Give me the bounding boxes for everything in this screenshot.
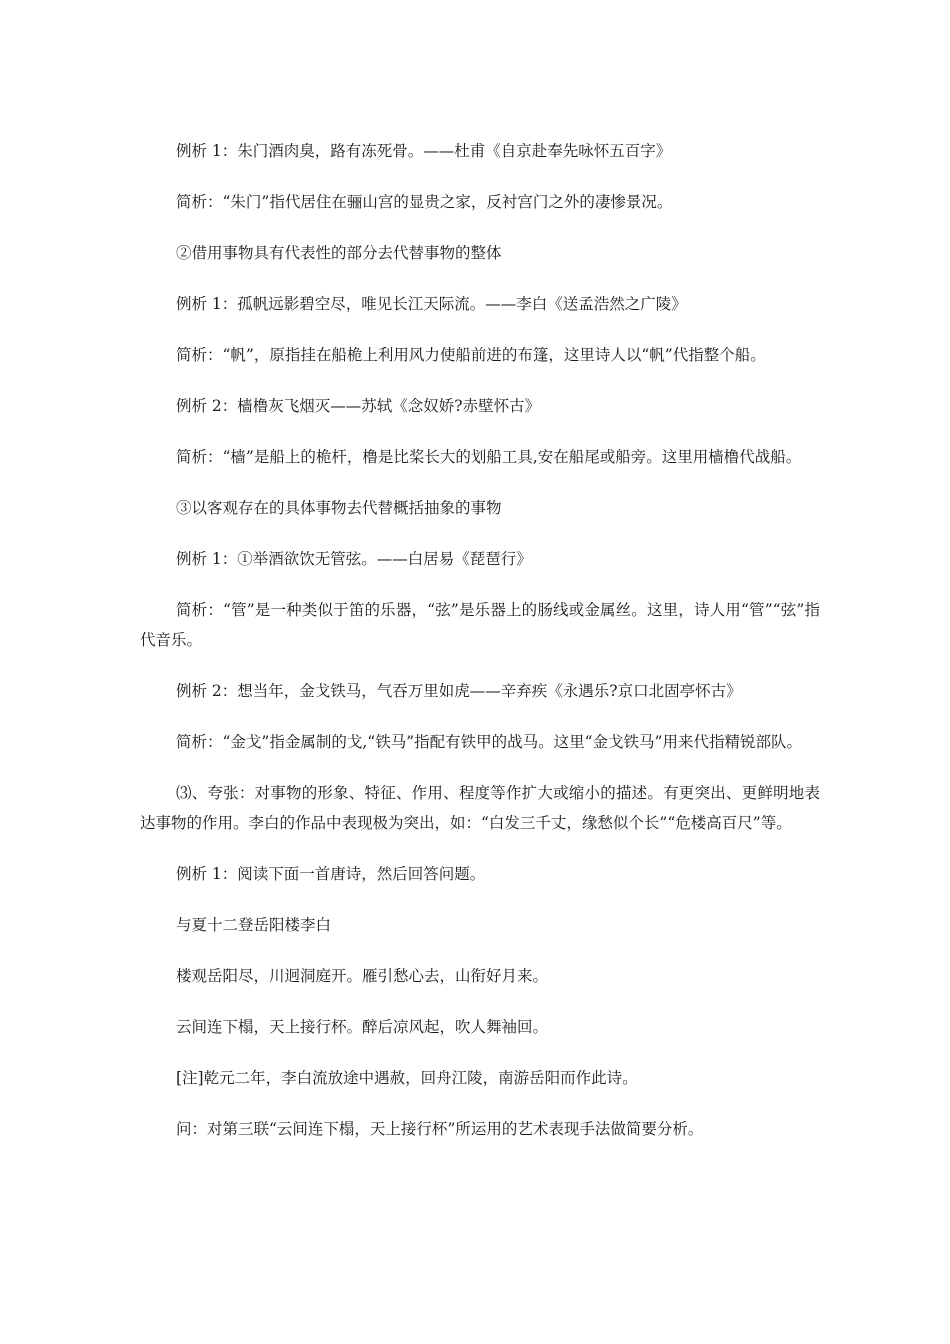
- analysis-jinge: 简析：“金戈”指金属制的戈,“铁马”指配有铁甲的战马。这里“金戈铁马”用来代指精锐部队。: [176, 733, 802, 751]
- example-qianglu: 例析 2：樯橹灰飞烟灭——苏轼《念奴娇?赤壁怀古》: [176, 397, 541, 415]
- poem-title: 与夏十二登岳阳楼李白: [176, 916, 332, 934]
- analysis-qianglu: 简析：“樯”是船上的桅杆，橹是比桨长大的划船工具,安在船尾或船旁。这里用樯橹代战船。: [176, 448, 802, 466]
- heading-concrete-for-abstract: ③以客观存在的具体事物去代替概括抽象的事物: [176, 499, 502, 517]
- analysis-zhumen: 简析：“朱门”指代居住在骊山宫的显贵之家，反衬宫门之外的凄惨景况。: [176, 193, 673, 211]
- poem-note: [注]乾元二年，李白流放途中遇赦，回舟江陵，南游岳阳而作此诗。: [176, 1069, 638, 1087]
- example-gufan: 例析 1：孤帆远影碧空尽，唯见长江天际流。——李白《送孟浩然之广陵》: [176, 295, 687, 313]
- example-read-poem: 例析 1：阅读下面一首唐诗，然后回答问题。: [176, 865, 486, 883]
- section-hyperbole: ⑶、夸张：对事物的形象、特征、作用、程度等作扩大或缩小的描述。有更突出、更鲜明地表达事物的作用。李白的作品中表现极为突出，如：“白发三千丈，缘愁似个长”“危楼高百尺”等。: [140, 784, 820, 832]
- poem-line-1: 楼观岳阳尽，川迥洞庭开。雁引愁心去，山衔好月来。: [176, 967, 549, 985]
- example-guanxian: 例析 1：①举酒欲饮无管弦。——白居易《琵琶行》: [176, 550, 532, 568]
- question: 问：对第三联“云间连下榻，天上接行杯”所运用的艺术表现手法做简要分析。: [176, 1120, 704, 1138]
- document-body: [140, 136, 820, 1165]
- heading-part-for-whole: ②借用事物具有代表性的部分去代替事物的整体: [176, 244, 502, 262]
- example-zhumen: 例析 1：朱门酒肉臭，路有冻死骨。——杜甫《自京赴奉先咏怀五百字》: [176, 142, 672, 160]
- example-jinge: 例析 2：想当年，金戈铁马，气吞万里如虎——辛弃疾《永遇乐?京口北固亭怀古》: [176, 682, 742, 700]
- analysis-guanxian: 简析：“管”是一种类似于笛的乐器，“弦”是乐器上的肠线或金属丝。这里，诗人用“管”“弦”指代音乐。: [140, 601, 820, 649]
- analysis-fan: 简析：“帆”，原指挂在船桅上利用风力使船前进的布篷，这里诗人以“帆”代指整个船。: [176, 346, 766, 364]
- poem-line-2: 云间连下榻，天上接行杯。醉后凉风起，吹人舞袖回。: [176, 1018, 549, 1036]
